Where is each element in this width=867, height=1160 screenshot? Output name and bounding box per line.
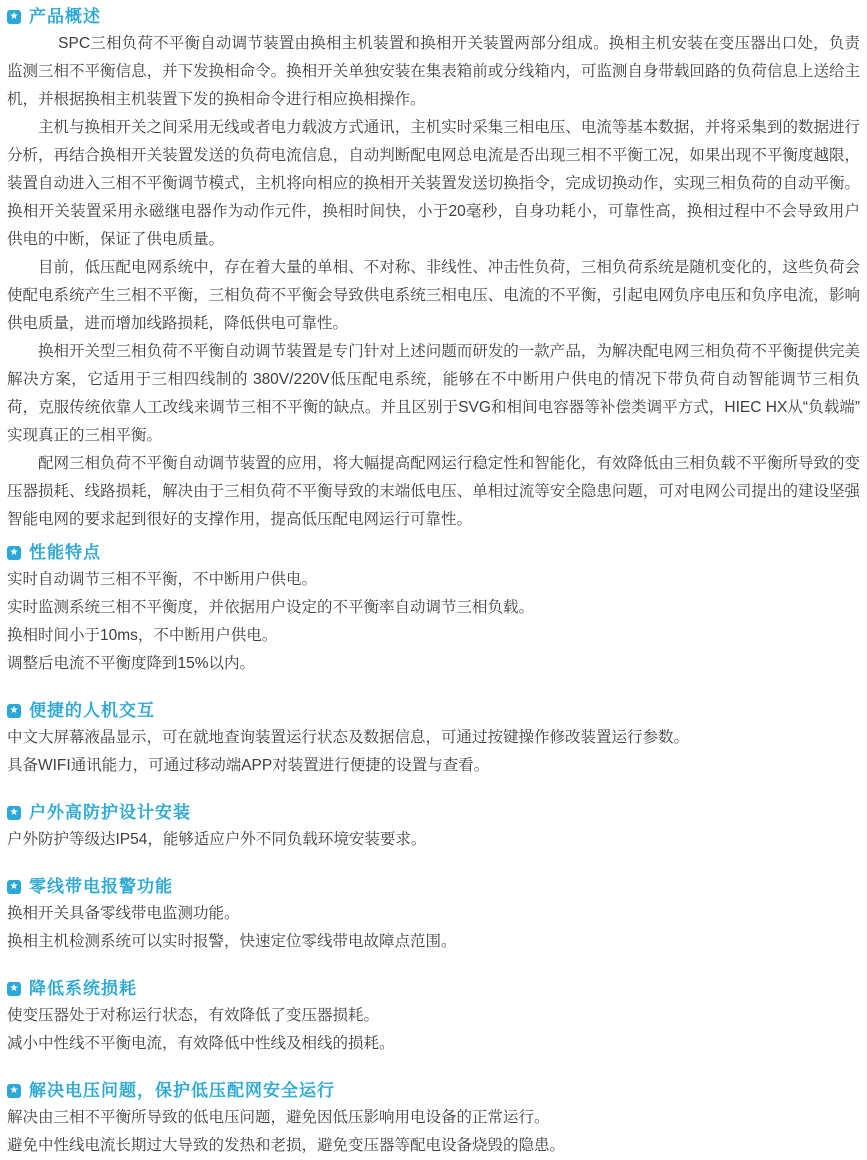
section-heading — [7, 544, 860, 562]
feature-line: 调整后电流不平衡度降到15%以内。 — [7, 655, 256, 672]
section-reduce-system-loss — [7, 980, 860, 1058]
star-icon: ★ — [7, 704, 21, 718]
star-icon: ★ — [7, 880, 21, 894]
section-title: 零线带电报警功能 — [29, 877, 173, 896]
section-title: 解决电压问题，保护低压配网安全运行 — [29, 1081, 335, 1100]
section-heading — [7, 980, 860, 998]
star-icon: ★ — [7, 1084, 21, 1098]
feature-line: 减小中性线不平衡电流，有效降低中性线及相线的损耗。 — [7, 1035, 395, 1052]
feature-line: 换相开关具备零线带电监测功能。 — [7, 905, 240, 922]
section-title: 便捷的人机交互 — [29, 701, 155, 720]
feature-line: 换相时间小于10ms，不中断用户供电。 — [7, 627, 278, 644]
feature-line: 使变压器处于对称运行状态，有效降低了变压器损耗。 — [7, 1007, 380, 1024]
star-icon: ★ — [7, 806, 21, 820]
section-human-machine-interaction — [7, 702, 860, 780]
feature-line: 换相主机检测系统可以实时报警，快速定位零线带电故障点范围。 — [7, 933, 457, 950]
section-title: 产品概述 — [29, 7, 101, 26]
section-title: 户外高防护设计安装 — [29, 803, 191, 822]
section-heading — [7, 1082, 860, 1100]
paragraph: 配网三相负荷不平衡自动调节装置的应用，将大幅提高配网运行稳定性和智能化，有效降低由三相负载不平衡所导致的变压器损耗、线路损耗，解决由于三相负荷不平衡导致的末端低电压、单相过流等安全隐患问题，可对电网公司提出的建设坚强智能电网的要求起到很好的支撑作用，提高低压配电网运行可靠性。 — [7, 455, 860, 528]
section-heading — [7, 804, 860, 822]
feature-line: 中文大屏幕液晶显示，可在就地查询装置运行状态及数据信息，可通过按键操作修改装置运行参数。 — [7, 729, 690, 746]
section-heading — [7, 702, 860, 720]
section-product-overview — [7, 8, 860, 534]
section-neutral-live-alarm — [7, 878, 860, 956]
feature-line: 实时监测系统三相不平衡度，并依据用户设定的不平衡率自动调节三相负载。 — [7, 599, 535, 616]
paragraph: 主机与换相开关之间采用无线或者电力载波方式通讯，主机实时采集三相电压、电流等基本数据，并将采集到的数据进行分析，再结合换相开关装置发送的负荷电流信息，自动判断配电网总电流是否出现三相不平衡工况，如果出现不平衡度越限，装置自动进入三相不平衡调节模式，主机将向相应的换相开关装置发送切换指令，完成切换动作，实现三相负荷的自动平衡。换相开关装置采用永磁继电器作为动作元件，换相时间快，小于20毫秒，自身功耗小，可靠性高，换相过程中不会导致用户供电的中断，保证了供电质量。 — [7, 119, 860, 248]
section-heading — [7, 878, 860, 896]
star-icon: ★ — [7, 982, 21, 996]
section-outdoor-protection — [7, 804, 860, 854]
feature-line: 户外防护等级达IP54，能够适应户外不同负载环境安装要求。 — [7, 831, 427, 848]
section-title: 性能特点 — [29, 543, 101, 562]
feature-line: 解决由三相不平衡所导致的低电压问题，避免因低压影响用电设备的正常运行。 — [7, 1109, 550, 1126]
star-icon: ★ — [7, 10, 21, 24]
section-performance-features — [7, 544, 860, 678]
paragraph: 换相开关型三相负荷不平衡自动调节装置是专门针对上述问题而研发的一款产品，为解决配电网三相负荷不平衡提供完美解决方案，它适用于三相四线制的 380V/220V低压配电系统，能够在不中断用户供电的情况下带负荷自动智能调节三相负荷，克服传统依靠人工改线来调节三相不平衡的缺点。并且区别于SVG和相间电容器等补偿类调平方式，HIEC HX从“负载端”实现真正的三相平衡。 — [7, 343, 860, 444]
section-heading — [7, 8, 860, 26]
feature-line: 实时自动调节三相不平衡，不中断用户供电。 — [7, 571, 318, 588]
star-icon: ★ — [7, 546, 21, 560]
feature-line: 具备WIFI通讯能力，可通过移动端APP对装置进行便捷的设置与查看。 — [7, 757, 490, 774]
feature-line: 避免中性线电流长期过大导致的发热和老损，避免变压器等配电设备烧毁的隐患。 — [7, 1137, 566, 1154]
section-voltage-safety — [7, 1082, 860, 1160]
section-title: 降低系统损耗 — [29, 979, 137, 998]
paragraph: 目前，低压配电网系统中，存在着大量的单相、不对称、非线性、冲击性负荷，三相负荷系统是随机变化的，这些负荷会使配电系统产生三相不平衡，三相负荷不平衡会导致供电系统三相电压、电流的不平衡，引起电网负序电压和负序电流，影响供电质量，进而增加线路损耗，降低供电可靠性。 — [7, 259, 860, 332]
paragraph: SPC三相负荷不平衡自动调节装置由换相主机装置和换相开关装置两部分组成。换相主机安装在变压器出口处，负责监测三相不平衡信息，并下发换相命令。换相开关单独安装在集表箱前或分线箱内，可监测自身带载回路的负荷信息上送给主机，并根据换相主机装置下发的换相命令进行相应换相操作。 — [7, 35, 860, 108]
